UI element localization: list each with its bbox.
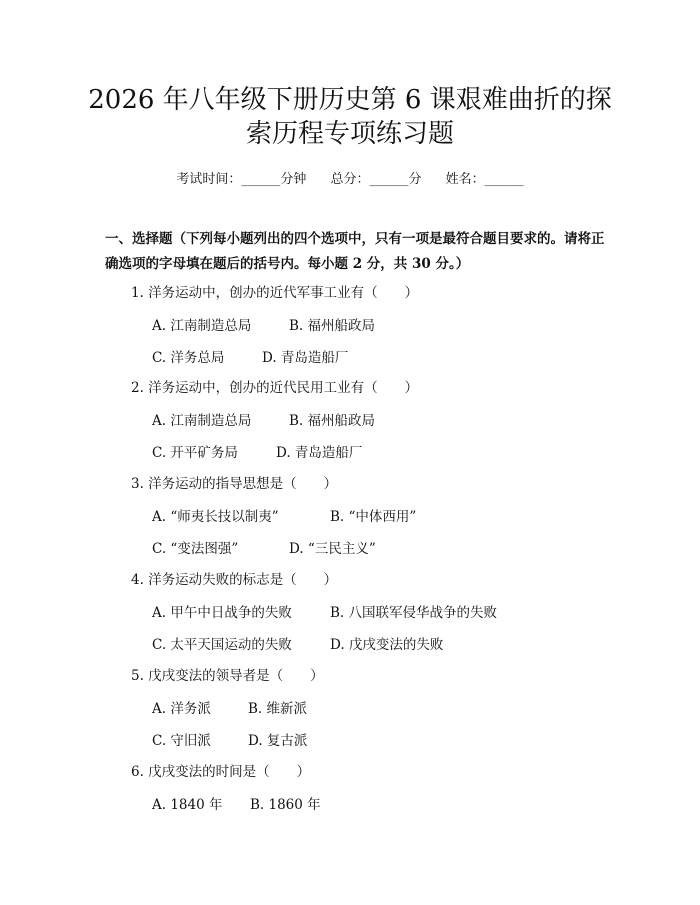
exam-score-field: 总分：______分 [330,172,422,187]
question-3-stem: 3. 洋务运动的指导思想是（ ） [131,476,338,492]
question-4-option-c: C. 太平天国运动的失败 [152,637,292,653]
question-2-option-a: A. 江南制造总局 [152,413,252,429]
section-heading-multiple-choice: 一、选择题（下列每小题列出的四个选项中，只有一项是最符合题目要求的。请将正确选项的字母填在题后的括号内。每小题 2 分，共 30 分。） [105,231,605,272]
question-5-stem: 5. 戊戌变法的领导者是（ ） [131,668,324,684]
question-4-option-a: A. 甲午中日战争的失败 [152,605,292,621]
question-1-option-b: B. 福州船政局 [289,318,376,334]
question-5-option-b: B. 维新派 [248,701,308,717]
question-3-option-b: B. “中体西用” [330,509,417,525]
exam-time-field: 考试时间：______分钟 [176,172,307,187]
question-4-stem: 4. 洋务运动失败的标志是（ ） [131,572,338,588]
question-3-option-d: D. “三民主义” [289,541,376,557]
question-6-stem: 6. 戊戌变法的时间是（ ） [131,764,311,780]
question-1-option-c: C. 洋务总局 [152,350,225,366]
document-title-line-2: 索历程专项练习题 [245,119,454,149]
document-title-line-1: 2026 年八年级下册历史第 6 课艰难曲折的探 [88,85,612,115]
exam-name-field: 姓名：______ [445,172,524,187]
exam-meta-row [0,168,700,187]
question-5-option-a: A. 洋务派 [152,701,211,717]
question-3-option-c: C. “变法图强” [152,541,239,557]
question-2-option-d: D. 青岛造船厂 [276,445,363,461]
question-3-option-a: A. “师夷长技以制夷” [152,509,279,525]
question-6-option-b: B. 1860 年 [250,797,321,813]
question-2-option-c: C. 开平矿务局 [152,445,238,461]
question-1-option-d: D. 青岛造船厂 [262,350,349,366]
question-4-option-d: D. 戊戌变法的失败 [330,637,444,653]
question-2-option-b: B. 福州船政局 [289,413,376,429]
question-1-option-a: A. 江南制造总局 [152,318,252,334]
question-4-option-b: B. 八国联军侵华战争的失败 [330,605,498,621]
question-1-stem: 1. 洋务运动中，创办的近代军事工业有（ ） [131,285,419,301]
question-5-option-c: C. 守旧派 [152,733,211,749]
question-2-stem: 2. 洋务运动中，创办的近代民用工业有（ ） [131,380,419,396]
question-5-option-d: D. 复古派 [248,733,308,749]
question-6-option-a: A. 1840 年 [152,797,223,813]
